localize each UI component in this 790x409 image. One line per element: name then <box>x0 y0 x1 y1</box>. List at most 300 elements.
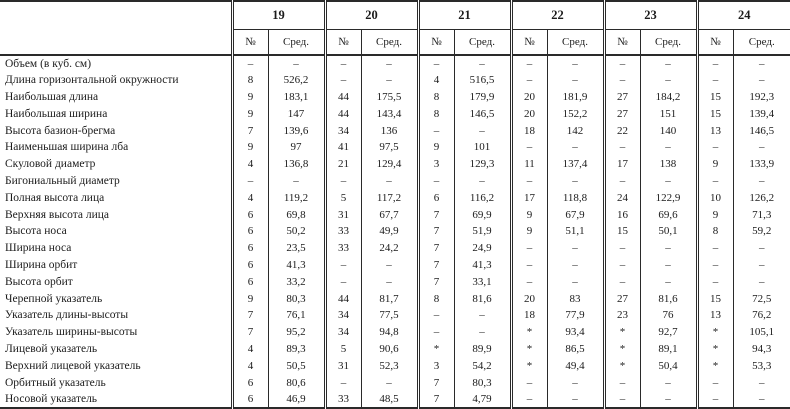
cell-average: 69,8 <box>268 206 325 223</box>
cell-count: – <box>697 173 733 190</box>
cell-count: * <box>604 357 640 374</box>
row-label: Лицевой указатель <box>5 342 98 355</box>
cell-average: 89,1 <box>640 341 697 358</box>
cell-count: 11 <box>511 156 547 173</box>
cell-count: * <box>511 324 547 341</box>
cell-count: 7 <box>418 240 454 257</box>
cell-count: 6 <box>232 273 268 290</box>
cell-average: 81,7 <box>361 290 418 307</box>
cell-count: 7 <box>418 206 454 223</box>
cell-count: – <box>511 72 547 89</box>
row-label: Наибольшая ширина <box>5 107 108 120</box>
cell-count: – <box>418 173 454 190</box>
cell-average: – <box>547 139 604 156</box>
cell-average: 69,6 <box>640 206 697 223</box>
row-label: Орбитный указатель <box>5 376 106 389</box>
cell-average: 137,4 <box>547 156 604 173</box>
cell-count: 16 <box>604 206 640 223</box>
cell-count: 9 <box>232 105 268 122</box>
cell-count: – <box>511 139 547 156</box>
cell-average: – <box>547 173 604 190</box>
cell-average: – <box>733 72 790 89</box>
cell-average: 136 <box>361 122 418 139</box>
cell-average: 50,5 <box>268 357 325 374</box>
cell-count: – <box>511 257 547 274</box>
cell-average: 41,3 <box>268 257 325 274</box>
cell-average: 97,5 <box>361 139 418 156</box>
table-row <box>0 156 790 173</box>
cell-count: 8 <box>418 105 454 122</box>
cell-average: – <box>454 122 511 139</box>
cell-average: – <box>640 273 697 290</box>
cell-count: – <box>604 139 640 156</box>
cell-count: – <box>418 122 454 139</box>
table-body <box>0 55 790 408</box>
row-label: Верхняя высота лица <box>5 208 110 221</box>
table-row <box>0 307 790 324</box>
cell-count: – <box>511 273 547 290</box>
cell-average: – <box>640 173 697 190</box>
cell-count: – <box>604 257 640 274</box>
cell-count: 7 <box>232 324 268 341</box>
cell-average: 4,79 <box>454 391 511 408</box>
cell-count: 20 <box>511 290 547 307</box>
cell-average: – <box>361 55 418 72</box>
group-number-22: 22 <box>511 1 604 30</box>
cell-average: 77,5 <box>361 307 418 324</box>
cell-count: – <box>325 55 361 72</box>
cell-count: – <box>511 240 547 257</box>
cell-count: 4 <box>418 72 454 89</box>
cell-average: – <box>733 139 790 156</box>
subheader-avg: Сред. <box>361 30 418 56</box>
cell-average: 97 <box>268 139 325 156</box>
cell-average: – <box>547 257 604 274</box>
cell-count: – <box>697 139 733 156</box>
cell-average: 83 <box>547 290 604 307</box>
cell-average: 80,6 <box>268 374 325 391</box>
cell-average: – <box>547 72 604 89</box>
cell-average: 181,9 <box>547 89 604 106</box>
table-row <box>0 72 790 89</box>
cell-average: 133,9 <box>733 156 790 173</box>
cell-count: * <box>511 357 547 374</box>
cell-count: – <box>418 55 454 72</box>
cell-average: 119,2 <box>268 189 325 206</box>
cell-count: – <box>232 173 268 190</box>
cell-count: 31 <box>325 206 361 223</box>
cell-average: – <box>640 257 697 274</box>
cell-count: 5 <box>325 189 361 206</box>
cell-count: * <box>604 341 640 358</box>
cell-average: 117,2 <box>361 189 418 206</box>
cell-count: – <box>697 257 733 274</box>
cell-average: – <box>733 257 790 274</box>
row-label: Объем (в куб. см) <box>5 57 92 70</box>
cell-average: 101 <box>454 139 511 156</box>
cell-count: 7 <box>418 374 454 391</box>
cell-count: 9 <box>511 206 547 223</box>
cell-average: – <box>547 240 604 257</box>
cell-average: 86,5 <box>547 341 604 358</box>
cell-count: 5 <box>325 341 361 358</box>
cell-count: – <box>325 273 361 290</box>
cell-average: 72,5 <box>733 290 790 307</box>
cell-count: * <box>418 341 454 358</box>
group-number-23: 23 <box>604 1 697 30</box>
row-label: Указатель ширины-высоты <box>5 326 138 339</box>
table-row <box>0 240 790 257</box>
row-label: Черепной указатель <box>5 292 103 305</box>
cell-average: 89,3 <box>268 341 325 358</box>
cell-average: 142 <box>547 122 604 139</box>
cell-count: 9 <box>232 139 268 156</box>
table-row <box>0 341 790 358</box>
cell-count: – <box>511 173 547 190</box>
cell-average: 140 <box>640 122 697 139</box>
cell-average: 143,4 <box>361 105 418 122</box>
cell-average: 139,4 <box>733 105 790 122</box>
cell-count: – <box>604 55 640 72</box>
cell-count: 9 <box>418 139 454 156</box>
cell-average: 183,1 <box>268 89 325 106</box>
cell-count: – <box>697 72 733 89</box>
cell-count: 44 <box>325 105 361 122</box>
table-row <box>0 290 790 307</box>
table-row <box>0 357 790 374</box>
row-label: Наибольшая длина <box>5 90 99 103</box>
cell-count: – <box>325 173 361 190</box>
cell-count: – <box>604 273 640 290</box>
cell-count: 6 <box>418 189 454 206</box>
cell-average: 184,2 <box>640 89 697 106</box>
cell-count: 20 <box>511 105 547 122</box>
cell-average: 48,5 <box>361 391 418 408</box>
cell-count: 33 <box>325 240 361 257</box>
cell-average: 33,2 <box>268 273 325 290</box>
cell-count: 10 <box>697 189 733 206</box>
cell-count: 21 <box>325 156 361 173</box>
group-number-19: 19 <box>232 1 325 30</box>
cell-count: 9 <box>697 156 733 173</box>
subheader-no: № <box>232 30 268 56</box>
cell-count: 7 <box>232 307 268 324</box>
cell-count: 22 <box>604 122 640 139</box>
cell-average: 77,9 <box>547 307 604 324</box>
cell-average: 24,9 <box>454 240 511 257</box>
cell-average: 24,2 <box>361 240 418 257</box>
cell-count: 15 <box>697 89 733 106</box>
cell-average: 122,9 <box>640 189 697 206</box>
cell-count: 9 <box>232 290 268 307</box>
cell-count: 31 <box>325 357 361 374</box>
table-row <box>0 257 790 274</box>
cell-average: 136,8 <box>268 156 325 173</box>
cell-count: * <box>697 357 733 374</box>
cell-count: – <box>697 55 733 72</box>
cell-count: 13 <box>697 122 733 139</box>
table-row <box>0 105 790 122</box>
cell-count: * <box>604 324 640 341</box>
cell-average: 51,9 <box>454 223 511 240</box>
cell-count: 15 <box>697 105 733 122</box>
cell-average: – <box>268 55 325 72</box>
cell-average: 126,2 <box>733 189 790 206</box>
cell-average: 54,2 <box>454 357 511 374</box>
cell-count: 9 <box>697 206 733 223</box>
cell-average: 59,2 <box>733 223 790 240</box>
cell-average: 152,2 <box>547 105 604 122</box>
cell-average: – <box>733 391 790 408</box>
cell-average: 50,4 <box>640 357 697 374</box>
cell-average: 516,5 <box>454 72 511 89</box>
cell-average: 76,1 <box>268 307 325 324</box>
cell-count: – <box>325 374 361 391</box>
subheader-avg: Сред. <box>733 30 790 56</box>
cell-average: – <box>733 273 790 290</box>
cell-count: 6 <box>232 257 268 274</box>
group-number-20: 20 <box>325 1 418 30</box>
cell-count: – <box>511 374 547 391</box>
cell-count: 7 <box>232 122 268 139</box>
cell-count: – <box>604 72 640 89</box>
cell-count: 41 <box>325 139 361 156</box>
row-label: Наименьшая ширина лба <box>5 141 129 154</box>
cell-count: 4 <box>232 341 268 358</box>
row-label: Бигониальный диаметр <box>5 174 120 187</box>
cell-average: – <box>454 324 511 341</box>
cell-average: 33,1 <box>454 273 511 290</box>
cell-average: – <box>640 139 697 156</box>
cell-average: 151 <box>640 105 697 122</box>
cell-count: 34 <box>325 307 361 324</box>
cell-average: – <box>547 55 604 72</box>
cell-average: 147 <box>268 105 325 122</box>
cell-average: – <box>547 273 604 290</box>
cell-average: 50,2 <box>268 223 325 240</box>
cell-average: – <box>640 374 697 391</box>
cell-count: 17 <box>511 189 547 206</box>
cell-count: 27 <box>604 89 640 106</box>
cell-count: 18 <box>511 122 547 139</box>
group-number-21: 21 <box>418 1 511 30</box>
cell-count: – <box>418 324 454 341</box>
cell-average: 81,6 <box>454 290 511 307</box>
cell-count: 27 <box>604 290 640 307</box>
row-label: Высота базион-брегма <box>5 124 116 137</box>
row-label: Ширина носа <box>5 242 72 255</box>
cell-count: – <box>232 55 268 72</box>
cell-count: 8 <box>697 223 733 240</box>
cell-count: 13 <box>697 307 733 324</box>
cell-count: 17 <box>604 156 640 173</box>
cell-average: 105,1 <box>733 324 790 341</box>
table-row <box>0 324 790 341</box>
table-row <box>0 173 790 190</box>
cell-count: 6 <box>232 223 268 240</box>
cell-count: 8 <box>232 72 268 89</box>
cell-average: 69,9 <box>454 206 511 223</box>
cell-count: – <box>325 72 361 89</box>
subheader-no: № <box>325 30 361 56</box>
row-label: Ширина орбит <box>5 258 78 271</box>
cell-average: 89,9 <box>454 341 511 358</box>
cell-count: 15 <box>604 223 640 240</box>
cell-average: 81,6 <box>640 290 697 307</box>
subheader-no: № <box>511 30 547 56</box>
cell-count: 6 <box>232 206 268 223</box>
cell-count: 9 <box>232 89 268 106</box>
cell-count: 34 <box>325 324 361 341</box>
subheader-no: № <box>697 30 733 56</box>
cell-average: 46,9 <box>268 391 325 408</box>
cell-count: 7 <box>418 273 454 290</box>
cell-count: – <box>325 257 361 274</box>
cell-count: – <box>604 173 640 190</box>
cell-count: 6 <box>232 391 268 408</box>
cell-count: 7 <box>418 391 454 408</box>
cell-average: 175,5 <box>361 89 418 106</box>
cell-average: – <box>733 374 790 391</box>
cell-average: 116,2 <box>454 189 511 206</box>
cell-count: 6 <box>232 240 268 257</box>
cell-count: 3 <box>418 357 454 374</box>
cell-count: 4 <box>232 357 268 374</box>
cell-average: – <box>640 240 697 257</box>
cell-average: 138 <box>640 156 697 173</box>
cell-count: * <box>511 341 547 358</box>
cell-count: 8 <box>418 290 454 307</box>
cell-count: 7 <box>418 257 454 274</box>
table-row <box>0 189 790 206</box>
cell-count: 9 <box>511 223 547 240</box>
cell-average: 90,6 <box>361 341 418 358</box>
cell-average: 41,3 <box>454 257 511 274</box>
cell-count: 23 <box>604 307 640 324</box>
cell-average: 526,2 <box>268 72 325 89</box>
cell-count: 15 <box>697 290 733 307</box>
cell-average: 23,5 <box>268 240 325 257</box>
table-row <box>0 122 790 139</box>
table-row <box>0 139 790 156</box>
cell-average: 93,4 <box>547 324 604 341</box>
cell-average: 179,9 <box>454 89 511 106</box>
subheader-avg: Сред. <box>454 30 511 56</box>
cell-average: – <box>361 173 418 190</box>
corner-cell <box>0 1 232 55</box>
cell-average: 52,3 <box>361 357 418 374</box>
cell-average: 146,5 <box>733 122 790 139</box>
cell-average: – <box>361 374 418 391</box>
cell-count: – <box>511 55 547 72</box>
cell-average: 51,1 <box>547 223 604 240</box>
cell-count: 8 <box>418 89 454 106</box>
cell-count: 33 <box>325 391 361 408</box>
cell-count: 20 <box>511 89 547 106</box>
row-label: Скуловой диаметр <box>5 158 96 171</box>
cell-count: – <box>604 391 640 408</box>
subheader-no: № <box>418 30 454 56</box>
cell-count: 7 <box>418 223 454 240</box>
cell-average: 146,5 <box>454 105 511 122</box>
cell-count: 3 <box>418 156 454 173</box>
cell-average: 50,1 <box>640 223 697 240</box>
table-row <box>0 374 790 391</box>
cell-count: * <box>697 341 733 358</box>
subheader-avg: Сред. <box>547 30 604 56</box>
cell-average: – <box>361 273 418 290</box>
cell-count: * <box>697 324 733 341</box>
cell-count: 18 <box>511 307 547 324</box>
row-label: Полная высота лица <box>5 191 105 204</box>
cell-count: 44 <box>325 290 361 307</box>
cell-average: – <box>361 257 418 274</box>
row-label: Длина горизонтальной окружности <box>5 74 179 87</box>
cell-count: 4 <box>232 156 268 173</box>
cell-average: 92,7 <box>640 324 697 341</box>
cell-average: 76 <box>640 307 697 324</box>
cell-count: 34 <box>325 122 361 139</box>
cell-average: 94,3 <box>733 341 790 358</box>
cell-average: 49,4 <box>547 357 604 374</box>
cell-average: 67,7 <box>361 206 418 223</box>
cell-average: 53,3 <box>733 357 790 374</box>
cell-average: 129,3 <box>454 156 511 173</box>
row-label: Указатель длины-высоты <box>5 309 129 322</box>
cell-average: 139,6 <box>268 122 325 139</box>
cell-average: 129,4 <box>361 156 418 173</box>
cell-average: – <box>733 55 790 72</box>
cell-average: 192,3 <box>733 89 790 106</box>
cell-count: 44 <box>325 89 361 106</box>
cell-count: – <box>697 374 733 391</box>
cell-count: 24 <box>604 189 640 206</box>
subheader-no: № <box>604 30 640 56</box>
table-row <box>0 223 790 240</box>
cell-average: 80,3 <box>454 374 511 391</box>
cell-count: – <box>418 307 454 324</box>
table-row <box>0 89 790 106</box>
cell-count: – <box>697 273 733 290</box>
group-header-row <box>0 1 790 30</box>
cell-count: – <box>697 240 733 257</box>
cell-count: 33 <box>325 223 361 240</box>
row-label: Носовой указатель <box>5 392 98 405</box>
cell-average: – <box>454 55 511 72</box>
cell-average: 71,3 <box>733 206 790 223</box>
cell-count: 4 <box>232 189 268 206</box>
cell-average: 94,8 <box>361 324 418 341</box>
table-row <box>0 55 790 72</box>
cell-average: – <box>547 374 604 391</box>
cell-average: 118,8 <box>547 189 604 206</box>
row-label: Верхний лицевой указатель <box>5 359 141 372</box>
cell-average: 76,2 <box>733 307 790 324</box>
cell-average: – <box>268 173 325 190</box>
cell-average: – <box>733 240 790 257</box>
cell-average: 80,3 <box>268 290 325 307</box>
cell-average: 49,9 <box>361 223 418 240</box>
cell-count: – <box>511 391 547 408</box>
table-row <box>0 206 790 223</box>
row-label: Высота орбит <box>5 275 73 288</box>
cell-average: – <box>640 391 697 408</box>
cell-average: – <box>640 55 697 72</box>
cell-count: 6 <box>232 374 268 391</box>
cell-count: – <box>604 374 640 391</box>
cell-average: – <box>733 173 790 190</box>
cell-average: – <box>454 173 511 190</box>
